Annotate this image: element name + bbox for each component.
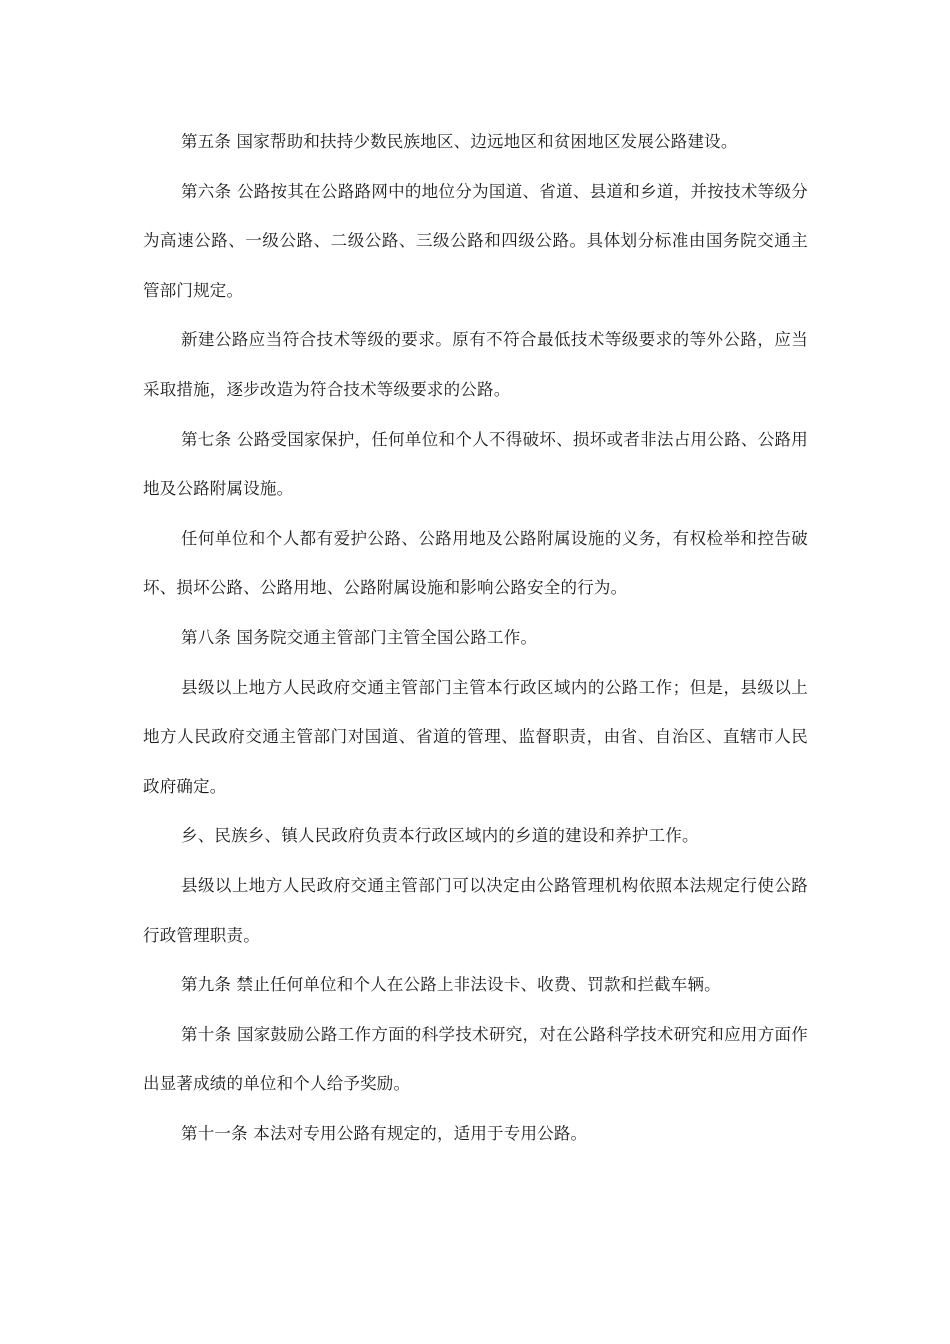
article-7-paragraph: 第七条 公路受国家保护，任何单位和个人不得破坏、损坏或者非法占用公路、公路用地及公路附属设施。 bbox=[143, 429, 808, 499]
article-8-paragraph: 第八条 国务院交通主管部门主管全国公路工作。 bbox=[181, 627, 538, 647]
county-authority-paragraph: 县级以上地方人民政府交通主管部门主管本行政区域内的公路工作；但是，县级以上地方人民政府交通主管部门对国道、省道的管理、监督职责，由省、自治区、直辖市人民政府确定。 bbox=[143, 677, 808, 796]
township-paragraph: 乡、民族乡、镇人民政府负责本行政区域内的乡道的建设和养护工作。 bbox=[181, 826, 699, 846]
article-9-paragraph: 第九条 禁止任何单位和个人在公路上非法设卡、收费、罚款和拦截车辆。 bbox=[181, 975, 721, 995]
new-road-paragraph: 新建公路应当符合技术等级的要求。原有不符合最低技术等级要求的等外公路，应当采取措施，逐步改造为符合技术等级要求的公路。 bbox=[143, 330, 808, 399]
road-management-agency-paragraph: 县级以上地方人民政府交通主管部门可以决定由公路管理机构依照本法规定行使公路行政管理职责。 bbox=[143, 875, 808, 945]
document-page bbox=[143, 117, 808, 1158]
article-5-paragraph: 第五条 国家帮助和扶持少数民族地区、边远地区和贫困地区发展公路建设。 bbox=[181, 132, 738, 151]
article-11-paragraph: 第十一条 本法对专用公路有规定的，适用于专用公路。 bbox=[181, 1123, 588, 1143]
article-6-paragraph: 第六条 公路按其在公路路网中的地位分为国道、省道、县道和乡道，并按技术等级分为高速公路、一级公路、二级公路、三级公路和四级公路。具体划分标准由国务院交通主管部门规定。 bbox=[143, 181, 808, 300]
protection-duty-paragraph: 任何单位和个人都有爱护公路、公路用地及公路附属设施的义务，有权检举和控告破坏、损坏公路、公路用地、公路附属设施和影响公路安全的行为。 bbox=[143, 528, 808, 598]
article-10-paragraph: 第十条 国家鼓励公路工作方面的科学技术研究，对在公路科学技术研究和应用方面作出显著成绩的单位和个人给予奖励。 bbox=[143, 1024, 808, 1094]
